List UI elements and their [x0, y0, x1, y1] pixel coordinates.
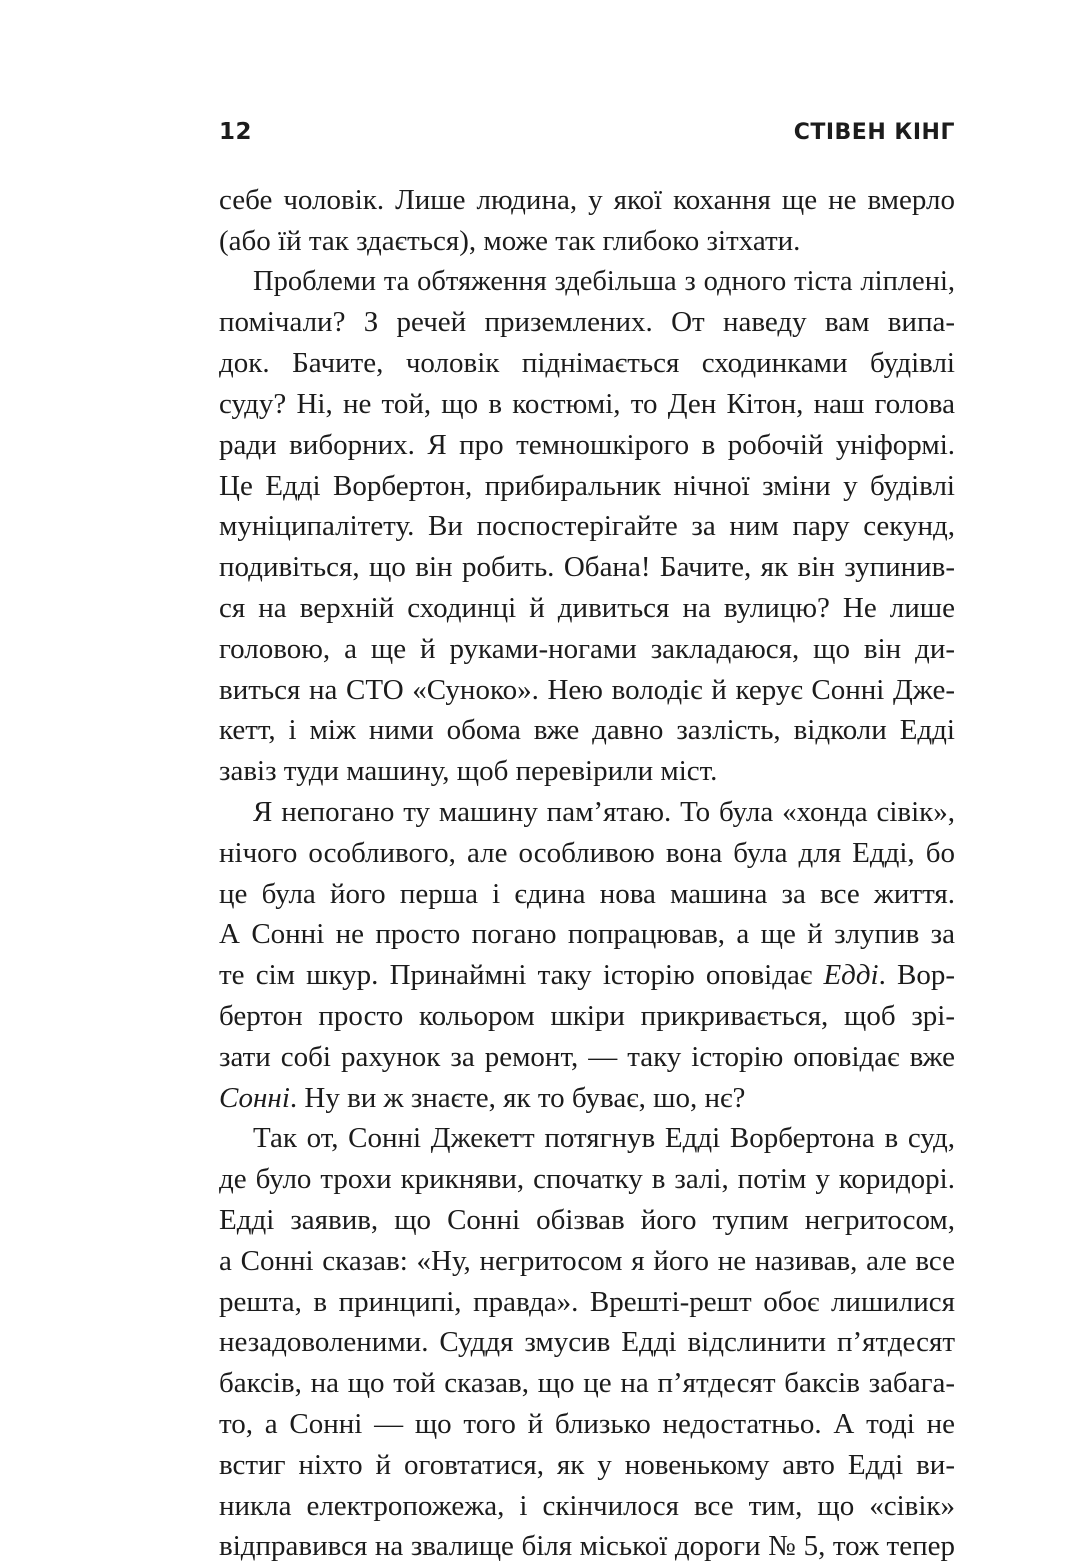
text-line: подивіться, що він робить. Обана! Бачите, як він зупинив- — [219, 551, 955, 584]
text-line: Сонні. Ну ви ж знаєте, як то буває, шо, нє? — [219, 1081, 746, 1114]
text-line: а Сонні сказав: «Ну, негритосом я його не називав, але все — [219, 1244, 955, 1277]
text-line: те сім шкур. Принаймні таку історію оповідає Едді. Вор- — [219, 959, 955, 992]
text-line: Едді заявив, що Сонні обізвав його тупим негритосом, — [219, 1203, 955, 1236]
text-line: це була його перша і єдина нова машина за все життя. — [219, 877, 955, 910]
text-line: баксів, на що той сказав, що це на п’ятдесят баксів забага- — [219, 1367, 955, 1400]
text-line: суду? Ні, не той, що в костюмі, то Ден Кітон, наш голова — [219, 387, 955, 420]
italic-emphasis: Сонні — [219, 1081, 290, 1114]
text-line: ся на верхній сходинці й дивиться на вулицю? Не лише — [219, 591, 955, 624]
paragraph — [219, 180, 955, 262]
italic-emphasis: Едді — [823, 959, 879, 992]
text-line: головою, а ще й руками-ногами закладаюся, що він ди- — [219, 632, 955, 665]
paragraph — [219, 792, 955, 1118]
text-line: зати собі рахунок за ремонт, — таку історію оповідає вже — [219, 1040, 955, 1073]
paragraph — [219, 1118, 955, 1567]
text-line: Так от, Сонні Джекетт потягнув Едді Ворбертона в суд, — [253, 1122, 955, 1155]
text-line: кетт, і між ними обома вже давно зазлість, відколи Едді — [219, 714, 955, 747]
text-line: помічали? З речей приземлених. От наведу вам випа- — [219, 306, 955, 339]
paragraph — [219, 262, 955, 792]
text-line: незадоволеними. Суддя змусив Едді відслинити п’ятдесят — [219, 1326, 955, 1359]
body-text — [219, 180, 955, 1567]
text-line: себе чоловік. Лише людина, у якої кохання ще не вмерло — [219, 184, 955, 216]
text-line: (або їй так здається), може так глибоко зітхати. — [219, 224, 801, 257]
text-line: де було трохи крикняви, спочатку в залі, потім у коридорі. — [219, 1163, 955, 1196]
text-line: Я непогано ту машину пам’ятаю. То була «хонда сівік», — [253, 795, 955, 828]
text-line: нічого особливого, але особливою вона була для Едді, бо — [219, 836, 955, 869]
book-author: СТІВЕН КІНГ — [793, 119, 955, 145]
text-line: то, а Сонні — що того й близько недостатньо. А тоді не — [219, 1407, 955, 1440]
text-line: бертон просто кольором шкіри прикривається, щоб зрі- — [219, 999, 955, 1032]
text-line: решта, в принципі, правда». Врешті-решт обоє лишилися — [219, 1285, 955, 1318]
text-line: А Сонні не просто погано попрацював, а ще й злупив за — [219, 918, 955, 951]
text-line: никла електропожежа, і скінчилося все тим, що «сівік» — [219, 1489, 955, 1522]
running-header — [219, 112, 955, 152]
text-line: ради виборних. Я про темношкірого в робочій уніформі. — [219, 428, 955, 461]
text-line: встиг ніхто й оговтатися, як у новенькому авто Едді ви- — [219, 1448, 955, 1481]
text-line: виться на СТО «Суноко». Нею володіє й керує Сонні Дже- — [219, 673, 955, 706]
text-line: док. Бачите, чоловік піднімається сходинками будівлі — [219, 347, 955, 380]
page-number: 12 — [219, 119, 253, 145]
text-line: завіз туди машину, щоб перевірили міст. — [219, 755, 718, 788]
text-line: Це Едді Ворбертон, прибиральник нічної зміни у будівлі — [219, 469, 955, 502]
text-line: відправився на звалище біля міської дороги № 5, тож тепер — [219, 1530, 955, 1563]
text-line: муніципалітету. Ви поспостерігайте за ним пару секунд, — [219, 510, 955, 543]
text-line: Проблеми та обтяження здебільша з одного тіста ліплені, — [253, 265, 955, 297]
